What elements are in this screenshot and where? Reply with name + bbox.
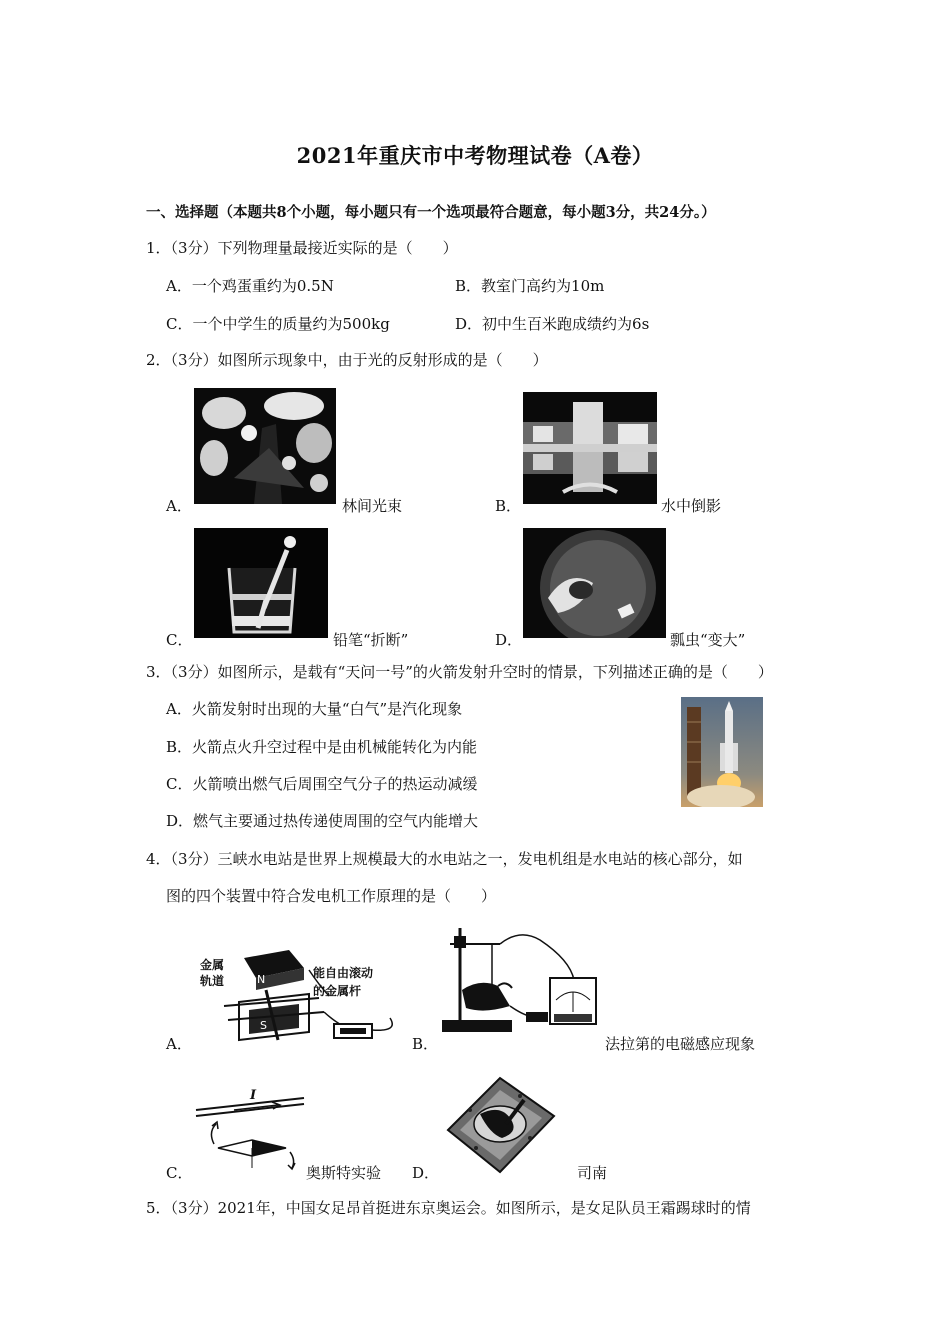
faraday-induction-diagram	[440, 920, 600, 1038]
figure-c-current-label: I	[250, 1088, 257, 1103]
question-4-option-c-letter: C．	[166, 1164, 193, 1182]
question-3-stem: 3．（3分）如图所示，是载有“天问一号”的火箭发射升空时的情景，下列描述正确的是（ ）	[146, 663, 773, 681]
figure-a-south-pole: S	[260, 1019, 267, 1032]
figure-a-north-pole: N	[257, 973, 266, 986]
figure-a-label-rail: 轨道	[200, 974, 225, 988]
question-2-stem: 2．（3分）如图所示现象中，由于光的反射形成的是（ ）	[146, 351, 548, 369]
question-5-stem: 5．（3分）2021年，中国女足昂首挺进东京奥运会。如图所示，是女足队员王霜踢球时的情	[146, 1199, 751, 1217]
section-heading: 一、选择题（本题共8个小题，每小题只有一个选项最符合题意，每小题3分，共24分。）	[146, 204, 716, 221]
question-2-option-a-letter: A．	[166, 497, 192, 515]
question-3-option-d: D．燃气主要通过热传递使周围的空气内能增大	[166, 812, 479, 830]
question-1-option-b: B．教室门高约为10m	[455, 277, 605, 295]
question-1-option-a: A．一个鸡蛋重约为0.5N	[166, 277, 334, 295]
question-4-stem-line-2: 图的四个装置中符合发电机工作原理的是（ ）	[166, 887, 497, 905]
question-4-option-d-caption: 司南	[577, 1164, 608, 1182]
question-2-option-d-letter: D．	[495, 631, 523, 649]
question-3-option-a: A．火箭发射时出现的大量“白气”是汽化现象	[166, 700, 463, 718]
question-2-option-c-caption: 铅笔“折断”	[333, 631, 409, 649]
question-4-option-c-caption: 奥斯特实验	[306, 1164, 382, 1182]
question-4-option-b-caption: 法拉第的电磁感应现象	[605, 1035, 756, 1053]
question-4-option-d-letter: D．	[412, 1164, 440, 1182]
question-4-stem-line-1: 4．（3分）三峡水电站是世界上规模最大的水电站之一，发电机组是水电站的核心部分，如	[146, 850, 743, 868]
page-title: 2021年重庆市中考物理试卷（A卷）	[296, 143, 654, 168]
question-2-option-b-letter: B．	[495, 497, 522, 515]
question-3-option-c: C．火箭喷出燃气后周围空气分子的热运动减缓	[166, 775, 478, 793]
question-2-option-c-letter: C．	[166, 631, 193, 649]
question-3-option-b: B．火箭点火升空过程中是由机械能转化为内能	[166, 738, 478, 756]
rolling-rod-on-rails-diagram	[194, 940, 404, 1050]
ladybug-magnified-photo	[523, 528, 666, 638]
figure-a-label-rod: 的金属杆	[313, 984, 362, 998]
question-2-option-d-caption: 瓢虫“变大”	[670, 631, 746, 649]
question-1-stem: 1．（3分）下列物理量最接近实际的是（ ）	[146, 239, 458, 257]
question-1-option-d: D．初中生百米跑成绩约为6s	[455, 315, 650, 333]
water-reflection-photo	[523, 392, 657, 504]
question-2-option-a-caption: 林间光束	[342, 497, 403, 515]
figure-a-label-metal: 金属	[200, 958, 225, 972]
question-4-option-a-letter: A．	[166, 1035, 192, 1053]
rocket-launch-photo	[681, 697, 763, 807]
question-2-option-b-caption: 水中倒影	[661, 497, 722, 515]
pencil-in-water-photo	[194, 528, 328, 638]
question-4-option-b-letter: B．	[412, 1035, 439, 1053]
question-1-option-c: C．一个中学生的质量约为500kg	[166, 315, 390, 333]
figure-a-label-rolling: 能自由滚动	[313, 966, 374, 980]
forest-light-beams-photo	[194, 388, 336, 504]
sinan-compass-diagram	[440, 1074, 558, 1174]
